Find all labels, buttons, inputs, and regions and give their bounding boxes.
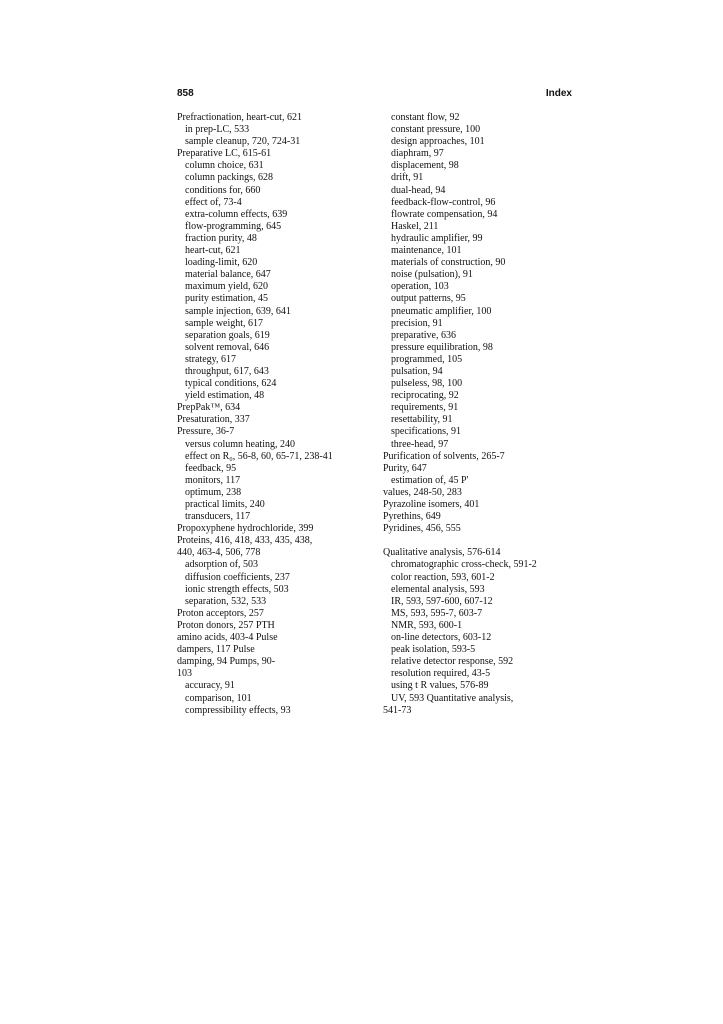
index-subentry: resettability, 91 [391,414,453,426]
index-entry: Presaturation, 337 [177,414,250,426]
index-subentry: diaphram, 97 [391,148,444,160]
index-entry: Qualitative analysis, 576-614 [383,547,501,559]
index-subentry: MS, 593, 595-7, 603-7 [391,607,483,619]
index-subentry: IR, 593, 597-600, 607-12 [391,595,493,607]
page-number: 858 [177,88,194,99]
index-subentry: transducers, 117 [185,511,251,523]
index-gap [383,535,573,547]
index-entry: Pressure, 36-7 [177,426,235,438]
index-subentry: precision, 91 [391,317,443,329]
index-entry: Purification of solvents, 265-7 [383,450,505,462]
index-column-left [177,112,367,717]
index-subentry: pulseless, 98, 100 [391,378,463,390]
index-entry: Pyrazoline isomers, 401 [383,499,480,510]
index-subentry: material balance, 647 [185,269,271,281]
index-subentry: in prep-LC, 533 [185,124,250,136]
index-subentry: feedback, 95 [185,462,237,474]
index-entry: Proteins, 416, 418, 433, 435, 438, [177,535,313,547]
index-entry: damping, 94 Pumps, 90- [177,656,276,668]
index-entry: PrepPak™, 634 [177,402,241,414]
index-subentry: monitors, 117 [185,474,241,486]
index-entry: 541-73 [383,704,412,716]
index-subentry: sample cleanup, 720, 724-31 [185,136,301,148]
index-subentry: flowrate compensation, 94 [391,208,498,220]
index-subentry: versus column heating, 240 [185,438,295,450]
index-subentry: programmed, 105 [391,353,463,365]
index-subentry: typical conditions, 624 [185,378,277,390]
index-subentry: using t R values, 576-89 [391,680,489,692]
index-subentry: maximum yield, 620 [185,281,269,293]
index-entry: Propoxyphene hydrochloride, 399 [177,523,314,535]
index-entry: values, 248-50, 283 [383,486,462,498]
index-subentry: compressibility effects, 93 [185,704,291,716]
index-subentry: output patterns, 95 [391,293,466,305]
index-subentry: adsorption of, 503 [185,559,259,571]
index-subentry: requirements, 91 [391,402,459,414]
index-subentry: practical limits, 240 [185,499,265,510]
index-subentry: constant pressure, 100 [391,124,481,136]
index-subentry: three-head, 97 [391,438,449,450]
index-entry: dampers, 117 Pulse [177,644,255,656]
index-entry: Purity, 647 [383,462,427,474]
index-subentry: ionic strength effects, 503 [185,583,289,595]
index-subentry: color reaction, 593, 601-2 [391,571,495,583]
index-entry: Pyrethins, 649 [383,511,441,523]
index-entry: Proton donors, 257 PTH [177,619,275,631]
index-subentry: UV, 593 Quantitative analysis, [391,692,514,704]
index-subentry: hydraulic amplifier, 99 [391,232,483,244]
index-subentry: estimation of, 45 P' [391,474,469,486]
index-subentry: yield estimation, 48 [185,390,265,402]
index-subentry: pneumatic amplifier, 100 [391,305,492,317]
index-subentry: flow-programming, 645 [185,220,282,232]
index-subentry: effect of, 73-4 [185,196,242,208]
index-subentry: materials of construction, 90 [391,257,506,269]
index-subentry: peak isolation, 593-5 [391,644,476,656]
index-subentry: effect on R₀, 56-8, 60, 65-71, 238-41 [185,450,333,462]
index-subentry: column packings, 628 [185,172,274,184]
index-entry: 103 [177,668,192,680]
index-subentry: fraction purity, 48 [185,232,257,244]
index-subentry: throughput, 617, 643 [185,365,269,377]
index-subentry: pulsation, 94 [391,365,443,377]
index-subentry: pressure equilibration, 98 [391,341,493,353]
running-head: Index [545,88,572,99]
index-subentry: heart-cut, 621 [185,245,241,257]
index-entry: 440, 463-4, 506, 778 [177,547,261,559]
index-subentry: preparative, 636 [391,329,456,341]
index-subentry: on-line detectors, 603-12 [391,632,492,644]
index-subentry: design approaches, 101 [391,136,485,148]
index-subentry: operation, 103 [391,281,449,293]
index-subentry: strategy, 617 [185,353,237,365]
index-subentry: feedback-flow-control, 96 [391,196,496,208]
index-subentry: conditions for, 660 [185,184,261,196]
index-subentry: drift, 91 [391,172,424,184]
index-subentry: chromatographic cross-check, 591-2 [391,559,537,571]
index-subentry: Haskel, 211 [391,220,439,232]
index-subentry: separation, 532, 533 [185,595,267,607]
index-subentry: noise (pulsation), 91 [391,269,473,281]
index-subentry: reciprocating, 92 [391,390,459,402]
index-entry: amino acids, 403-4 Pulse [177,632,278,644]
index-subentry: purity estimation, 45 [185,293,269,305]
index-subentry: accuracy, 91 [185,680,235,692]
index-subentry: displacement, 98 [391,160,459,172]
index-subentry: sample weight, 617 [185,317,264,329]
index-subentry: extra-column effects, 639 [185,208,288,220]
index-subentry: optimum, 238 [185,486,242,498]
index-subentry: sample injection, 639, 641 [185,305,291,317]
index-subentry: loading-limit, 620 [185,257,258,269]
index-subentry: resolution required, 43-5 [391,668,491,680]
index-subentry: comparison, 101 [185,692,252,704]
index-subentry: solvent removal, 646 [185,341,270,353]
index-subentry: constant flow, 92 [391,112,460,123]
index-subentry: diffusion coefficients, 237 [185,571,290,583]
index-subentry: separation goals, 619 [185,329,270,341]
index-entry: Proton acceptors, 257 [177,607,264,619]
index-subentry: maintenance, 101 [391,245,462,257]
index-entry: Prefractionation, heart-cut, 621 [177,112,302,123]
index-subentry: specifications, 91 [391,426,461,438]
index-column-right [383,112,573,717]
index-subentry: relative detector response, 592 [391,656,514,668]
index-subentry: NMR, 593, 600-1 [391,619,463,631]
index-entry: Pyridines, 456, 555 [383,523,461,535]
index-subentry: elemental analysis, 593 [391,583,485,595]
index-subentry: column choice, 631 [185,160,264,172]
index-entry: Preparative LC, 615-61 [177,148,272,160]
index-subentry: dual-head, 94 [391,184,446,196]
